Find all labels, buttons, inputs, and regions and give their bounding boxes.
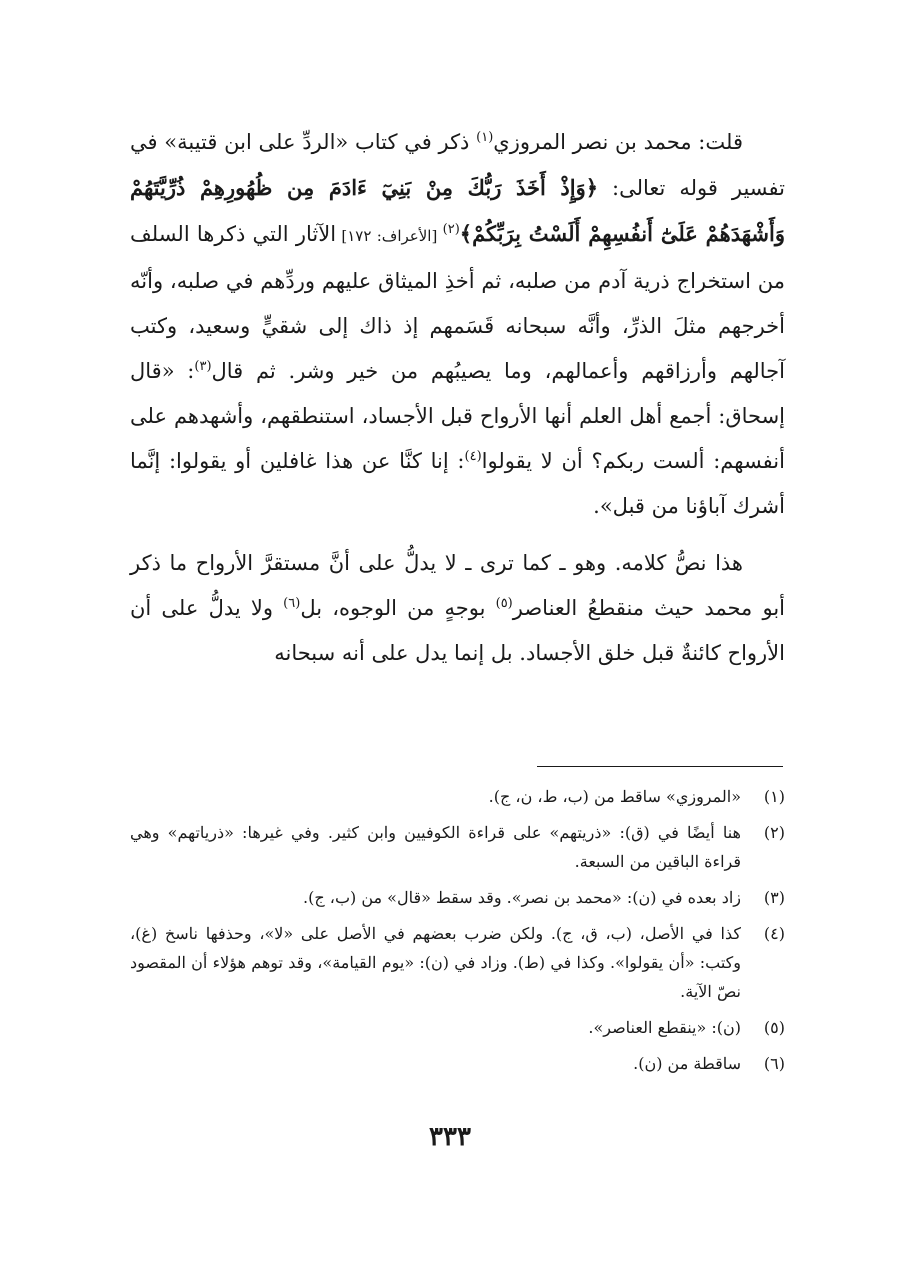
quran-verse: ﴿وَإِذْ أَخَذَ رَبُّكَ مِنْ بَنِيٓ ءَادَمَ مِن ظُهُورِهِمْ ذُرِّيَّتَهُمْ وَأَشْهَدَهُمْ عَلَىٰٓ أَنفُسِهِمْ أَلَسْتُ بِرَبِّكُمْ﴾ (130, 175, 786, 246)
footnote-divider (537, 766, 783, 767)
footnote-text: كذا في الأصل، (ب، ق، ج). ولكن ضرب بعضهم في الأصل على «لا»، وحذفها ناسخ (غ)، وكتب: «أن يقولوا». وكذا في (ط). وزاد في (ن): «يوم القيامة»، وقد توهم هؤلاء أن المقصود نصّ الآية. (130, 924, 741, 1001)
paragraph-1-text-d: : «قال إسحاق: أجمع أهل العلم أنها الأرواح قبل الأجساد، استنطقهم، وأشهدهم على أنفسهم: ألست ربكم؟ أن لا يقولوا (130, 359, 785, 473)
paragraph-2-text-a: هذا نصُّ كلامه. وهو ـ كما ترى ـ لا يدلُّ على أنَّ مستقرَّ الأرواح ما ذكر أبو محمد حيث منقطعُ العناصر (130, 551, 785, 620)
paragraph-2-text-b: بوجهٍ من الوجوه، بل (300, 596, 496, 620)
footnote-ref-1: (١) (476, 130, 494, 145)
footnote-number: (٤) (763, 924, 785, 943)
footnote-ref-4: (٤) (464, 449, 482, 464)
footnote-number: (٣) (763, 888, 785, 907)
footnote-ref-3: (٣) (194, 359, 212, 374)
footnote-2 (130, 818, 785, 876)
paragraph-1-text-a: قلت: محمد بن نصر المروزي (493, 130, 743, 154)
footnotes (130, 782, 785, 1085)
footnote-text: زاد بعده في (ن): «محمد بن نصر». وقد سقط «قال» من (ب، ج). (303, 888, 741, 907)
page-number: ٣٣٣ (429, 1122, 471, 1152)
footnote-ref-6: (٦) (283, 596, 301, 611)
footnote-text: (ن): «ينقطع العناصر». (588, 1018, 741, 1037)
paragraph-2-text-c: ولا يدلُّ على أن الأرواح كائنةٌ قبل خلق الأجساد. بل إنما يدل على أنه سبحانه (130, 596, 785, 665)
main-text (130, 120, 785, 676)
paragraph-1-text-b: ذكر في كتاب «الردِّ على ابن قتيبة» في تفسير قوله تعالى: (130, 130, 786, 200)
footnote-number: (٢) (763, 823, 785, 842)
footnote-ref-2: (٢) (442, 222, 460, 237)
paragraph-1-text-c: الآثار التي ذكرها السلف من استخراج ذرية آدم من صلبه، ثم أخذِ الميثاق عليهم وردِّهم في صلبه، وأنّه أخرجهم مثلَ الذرِّ، وأنَّه سبحانه قَسَمهم إذ ذاك إلى شقيٍّ وسعيد، وكتب آجالهم وأرزاقهم وأعمالهم، وما يصيبُهم من خير وشر. ثم قال (130, 222, 785, 383)
footnote-text: ساقطة من (ن). (633, 1054, 741, 1073)
footnote-number: (٦) (763, 1054, 785, 1073)
footnote-3 (130, 883, 785, 912)
footnote-number: (١) (763, 787, 785, 806)
paragraph-1-text-e: : إنا كنَّا عن هذا غافلين أو يقولوا: إنَّما أشرك آباؤنا من قبل». (130, 449, 785, 518)
footnote-6 (130, 1049, 785, 1078)
footnote-ref-5: (٥) (495, 596, 513, 611)
footnote-5 (130, 1013, 785, 1042)
footnote-4 (130, 919, 785, 1006)
footnote-1 (130, 782, 785, 811)
paragraph-2 (130, 541, 785, 676)
paragraph-1 (130, 120, 785, 529)
footnote-number: (٥) (763, 1018, 785, 1037)
verse-reference: [الأعراف: ١٧٢] (336, 227, 443, 245)
footnote-text: «المروزي» ساقط من (ب، ط، ن، ج). (488, 787, 741, 806)
footnote-text: هنا أيضًا في (ق): «ذريتهم» على قراءة الكوفيين وابن كثير. وفي غيرها: «ذرياتهم» وهي قراءة الباقين من السبعة. (130, 823, 741, 871)
